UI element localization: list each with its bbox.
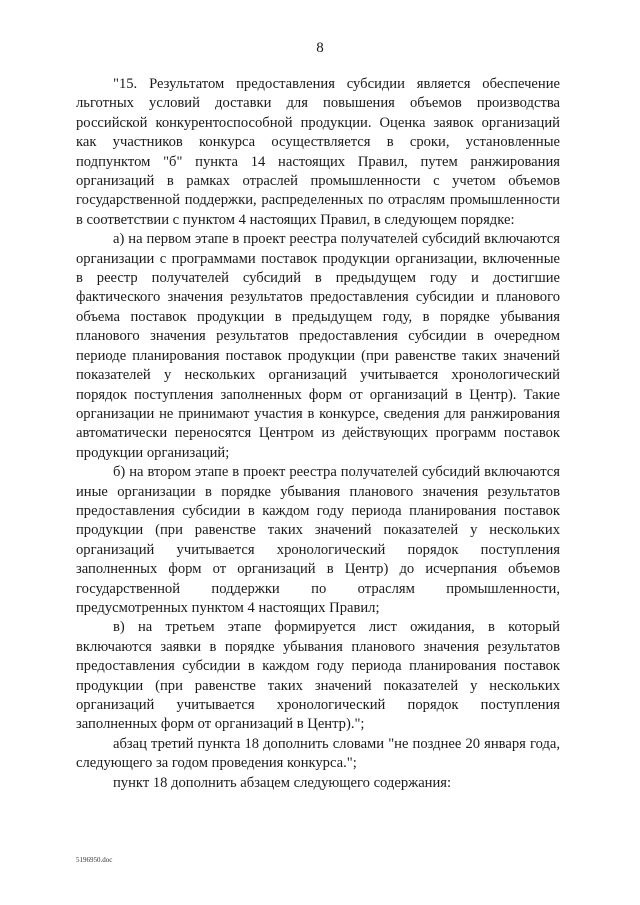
paragraph-15-b: б) на втором этапе в проект реестра получателей субсидий включаются иные организации в порядке убывания планового значения результатов предоставления субсидии в каждом году периода планирования поставок продукции (при равенстве таких значений показателей у нескольких организаций учитывается хронологический порядок поступления заполненных форм от организаций в Центр) до исчерпания объемов государственной поддержки по отраслям промышленности, предусмотренных пунктом 4 настоящих Правил; (76, 464, 560, 616)
paragraph-15-v: в) на третьем этапе формируется лист ожидания, в который включаются заявки в порядке убывания планового значения результатов предоставления субсидии в каждом году периода планирования поставок продукции (при равенстве таких значений показателей у нескольких организаций учитывается хронологический порядок поступления заполненных форм от организаций в Центр)."; (76, 619, 560, 733)
page-number: 8 (316, 40, 324, 56)
paragraph-amend-18-add: пункт 18 дополнить абзацем следующего содержания: (113, 774, 452, 791)
paragraph-15-a: а) на первом этапе в проект реестра получателей субсидий включаются организации с программами поставок продукции организации, включенные в реестр получателей субсидий в предыдущем году и достигшие фактического значения результатов предоставления субсидии и планового объема поставок продукции в предыдущем году, в порядке убывания планового значения результатов предоставления субсидии в очередном периоде планирования поставок продукции (при равенстве таких значений показателей у нескольких организаций учитывается хронологический порядок поступления заполненных форм от организаций в Центр). Такие организации не принимают участия в конкурсе, сведения для ранжирования автоматически переносятся Центром из действующих программ поставок продукции организаций; (76, 231, 560, 461)
document-code: 5196950.doc (76, 856, 113, 864)
paragraph-15: "15. Результатом предоставления субсидии является обеспечение льготных условий доставки для повышения объемов производства российской конкурентоспособной продукции. Оценка заявок организаций как участников конкурса осуществляется в сроки, установленные подпунктом "б" пункта 14 настоящих Правил, путем ранжирования организаций в рамках отраслей промышленности с учетом объемов государственной поддержки, распределенных по отраслям промышленности в соответствии с пунктом 4 настоящих Правил, в следующем порядке: (76, 76, 560, 228)
document-body (76, 75, 560, 793)
paragraph-amend-18-third: абзац третий пункта 18 дополнить словами "не позднее 20 января года, следующего за годом проведения конкурса."; (76, 735, 560, 772)
